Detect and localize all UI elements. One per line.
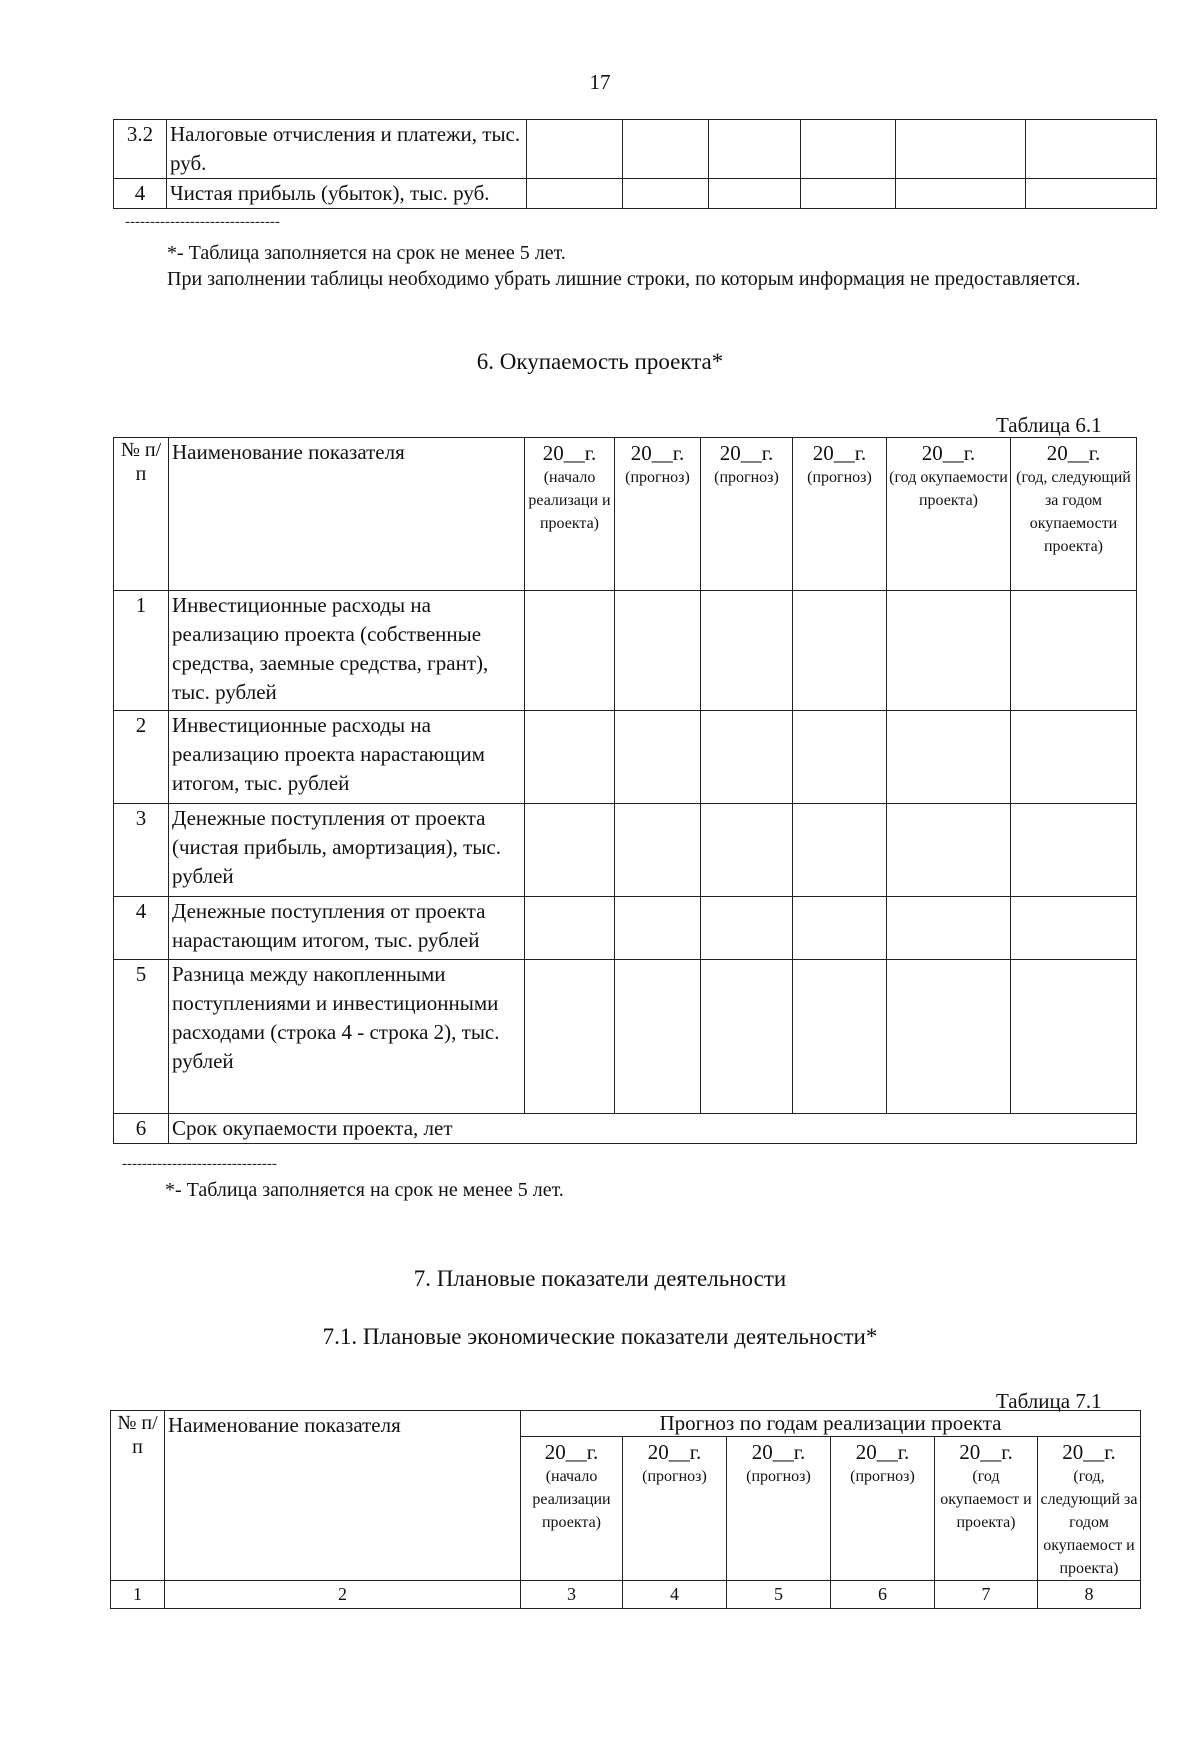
row-number: 1 — [114, 591, 169, 711]
col-header-year: 20__г. (прогноз) — [727, 1437, 831, 1581]
col-header-year: 20__г. (прогноз) — [623, 1437, 727, 1581]
row-name: Чистая прибыль (убыток), тыс. руб. — [167, 179, 527, 209]
row-name: Срок окупаемости проекта, лет — [169, 1114, 1137, 1144]
footnote-separator: ------------------------------- — [122, 1156, 277, 1172]
table-row — [114, 960, 1137, 1114]
table-row — [114, 120, 1157, 179]
section-7-title: 7. Плановые показатели деятельности — [413, 1266, 787, 1291]
table-row — [114, 711, 1137, 804]
col-header-year: 20__г. (год, следующий за годом окупаемости проекта) — [1011, 438, 1137, 591]
table-6-1 — [113, 437, 1137, 1144]
row-number: 4 — [114, 179, 167, 209]
page-number: 17 — [589, 70, 611, 94]
note-remove-rows: При заполнении таблицы необходимо убрать лишние строки, по которым информация не предоставляется. — [167, 268, 1081, 290]
table-header-row — [111, 1411, 1141, 1437]
table-continued — [113, 119, 1157, 209]
row-number: 5 — [114, 960, 169, 1114]
column-number: 5 — [727, 1581, 831, 1609]
row-name: Налоговые отчисления и платежи, тыс. руб. — [167, 120, 527, 179]
row-number: 3.2 — [114, 120, 167, 179]
row-number: 6 — [114, 1114, 169, 1144]
col-header-year: 20__г. (начало реализации проекта) — [521, 1437, 623, 1581]
col-header-year: 20__г. (год окупаемости проекта) — [887, 438, 1011, 591]
table-row — [111, 1581, 1141, 1609]
row-name: Разница между накопленными поступлениями и инвестиционными расходами (строка 4 - строка 2), тыс. рублей — [169, 960, 525, 1114]
column-number: 8 — [1038, 1581, 1141, 1609]
row-number: 3 — [114, 804, 169, 897]
table-row — [114, 1114, 1137, 1144]
column-number: 4 — [623, 1581, 727, 1609]
col-header-name: Наименование показателя — [165, 1411, 521, 1581]
col-header-year: 20__г. (год, следующий за годом окупаемост и проекта) — [1038, 1437, 1141, 1581]
row-number: 2 — [114, 711, 169, 804]
column-number: 2 — [165, 1581, 521, 1609]
col-header-num: № п/п — [114, 438, 169, 591]
col-header-year: 20__г. (год окупаемост и проекта) — [935, 1437, 1038, 1581]
table-row — [114, 804, 1137, 897]
col-header-year: 20__г. (прогноз) — [615, 438, 701, 591]
col-header-year: 20__г. (прогноз) — [701, 438, 793, 591]
col-header-name: Наименование показателя — [169, 438, 525, 591]
table-header-row — [114, 438, 1137, 591]
footnote-separator: ------------------------------- — [125, 214, 280, 230]
table-7-1-label: Таблица 7.1 — [996, 1389, 1102, 1413]
table-row — [114, 179, 1157, 209]
col-header-year: 20__г. (прогноз) — [793, 438, 887, 591]
column-number: 7 — [935, 1581, 1038, 1609]
table-6-1-label: Таблица 6.1 — [996, 413, 1102, 437]
column-number: 6 — [831, 1581, 935, 1609]
row-number: 4 — [114, 897, 169, 960]
row-name: Инвестиционные расходы на реализацию проекта (собственные средства, заемные средства, грант), тыс. рублей — [169, 591, 525, 711]
row-name: Инвестиционные расходы на реализацию проекта нарастающим итогом, тыс. рублей — [169, 711, 525, 804]
column-number: 3 — [521, 1581, 623, 1609]
footnote-text: *- Таблица заполняется на срок не менее 5 лет. — [167, 242, 566, 264]
table-7-1 — [110, 1410, 1141, 1609]
column-number: 1 — [111, 1581, 165, 1609]
table-row — [114, 591, 1137, 711]
col-header-year: 20__г. (начало реализаци и проекта) — [525, 438, 615, 591]
section-7-1-title: 7.1. Плановые экономические показатели деятельности* — [322, 1324, 878, 1349]
section-6-title: 6. Окупаемость проекта* — [476, 349, 724, 374]
footnote-text: *- Таблица заполняется на срок не менее 5 лет. — [165, 1179, 564, 1201]
col-header-num: № п/п — [111, 1411, 165, 1581]
col-header-year: 20__г. (прогноз) — [831, 1437, 935, 1581]
row-name: Денежные поступления от проекта нарастающим итогом, тыс. рублей — [169, 897, 525, 960]
col-header-group: Прогноз по годам реализации проекта — [521, 1411, 1141, 1437]
row-name: Денежные поступления от проекта (чистая прибыль, амортизация), тыс. рублей — [169, 804, 525, 897]
table-row — [114, 897, 1137, 960]
